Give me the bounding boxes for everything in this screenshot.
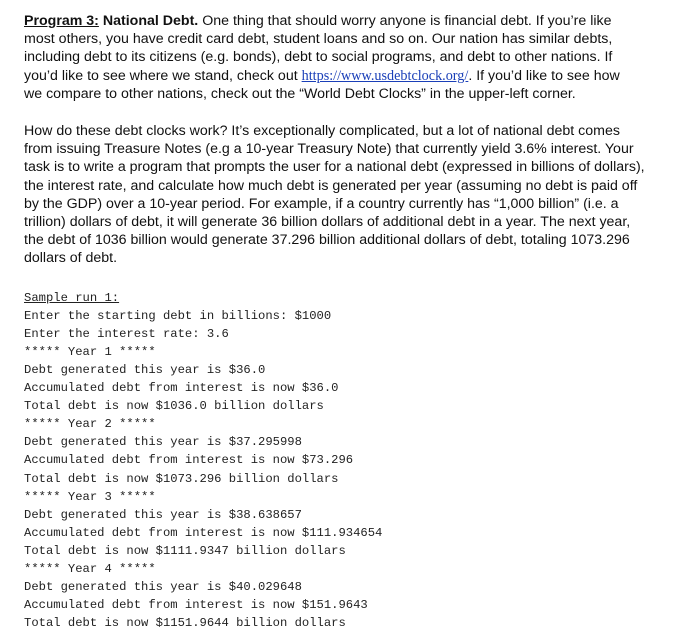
intro-line: including debt to its citizens (e.g. bonds), debt to social programs, and debt to other nations. If [24, 49, 613, 66]
intro-line: we compare to other nations, check out the “World Debt Clocks” in the upper-left corner. [24, 85, 576, 102]
usdebtclock-link[interactable]: https://www.usdebtclock.org/ [301, 67, 469, 84]
task-line: the interest rate, and calculate how much debt is generated per year (assuming no debt is paid off [24, 177, 638, 194]
program-label: Program 3: [24, 13, 99, 29]
sample-run-line: Total debt is now $1111.9347 billion dollars [24, 543, 346, 558]
sample-run-line: Accumulated debt from interest is now $111.934654 [24, 525, 383, 540]
sample-run-line: Total debt is now $1036.0 billion dollars [24, 399, 324, 414]
task-line: How do these debt clocks work? It’s exceptionally complicated, but a lot of national debt comes [24, 123, 620, 140]
sample-run-heading: Sample run 1: [24, 290, 120, 305]
intro-line: you’d like to see where we stand, check out [24, 67, 298, 84]
sample-run-line: ***** Year 2 ***** [24, 417, 156, 432]
task-line: trillion) dollars of debt, it will generate 36 billion dollars of additional debt in a year. The next year, [24, 214, 631, 231]
sample-run-line: Debt generated this year is $40.029648 [24, 580, 302, 595]
intro-paragraph [24, 12, 680, 103]
intro-line-tail: . If you’d like to see how [468, 67, 620, 84]
document-body [24, 12, 680, 632]
task-line: task is to write a program that prompts the user for a national debt (expressed in billions of dollars), [24, 159, 645, 176]
task-line: dollars of debt. [24, 250, 118, 267]
sample-run-line: ***** Year 3 ***** [24, 489, 156, 504]
sample-run-line: Total debt is now $1151.9644 billion dollars [24, 616, 346, 631]
sample-run-line: ***** Year 1 ***** [24, 344, 156, 359]
sample-run-line: ***** Year 4 ***** [24, 562, 156, 577]
task-paragraph [24, 122, 680, 268]
program-title: National Debt. [102, 13, 199, 29]
sample-run-line: Total debt is now $1073.296 billion dollars [24, 471, 339, 486]
intro-line: most others, you have credit card debt, student loans and so on. Our nation has similar debts, [24, 31, 613, 48]
sample-run-line: Accumulated debt from interest is now $36.0 [24, 381, 339, 396]
sample-run-line: Debt generated this year is $36.0 [24, 363, 266, 378]
task-line: from issuing Treasure Notes (e.g a 10-year Treasury Note) that currently yield 3.6% interest. Your [24, 141, 634, 158]
sample-run-line: Enter the interest rate: 3.6 [24, 326, 229, 341]
sample-run-line: Accumulated debt from interest is now $73.296 [24, 453, 354, 468]
sample-run-line: Debt generated this year is $37.295998 [24, 435, 302, 450]
sample-run-block [24, 289, 680, 632]
intro-line: One thing that should worry anyone is financial debt. If you’re like [202, 13, 612, 29]
task-line: by the GDP) over a 10-year period. For example, if a country currently has “1,000 billion” (i.e. a [24, 195, 619, 212]
task-line: the debt of 1036 billion would generate 37.296 billion additional dollars of debt, totaling 1073.296 [24, 232, 630, 249]
sample-run-line: Accumulated debt from interest is now $151.9643 [24, 598, 368, 613]
sample-run-line: Debt generated this year is $38.638657 [24, 507, 302, 522]
sample-run-line: Enter the starting debt in billions: $1000 [24, 308, 332, 323]
